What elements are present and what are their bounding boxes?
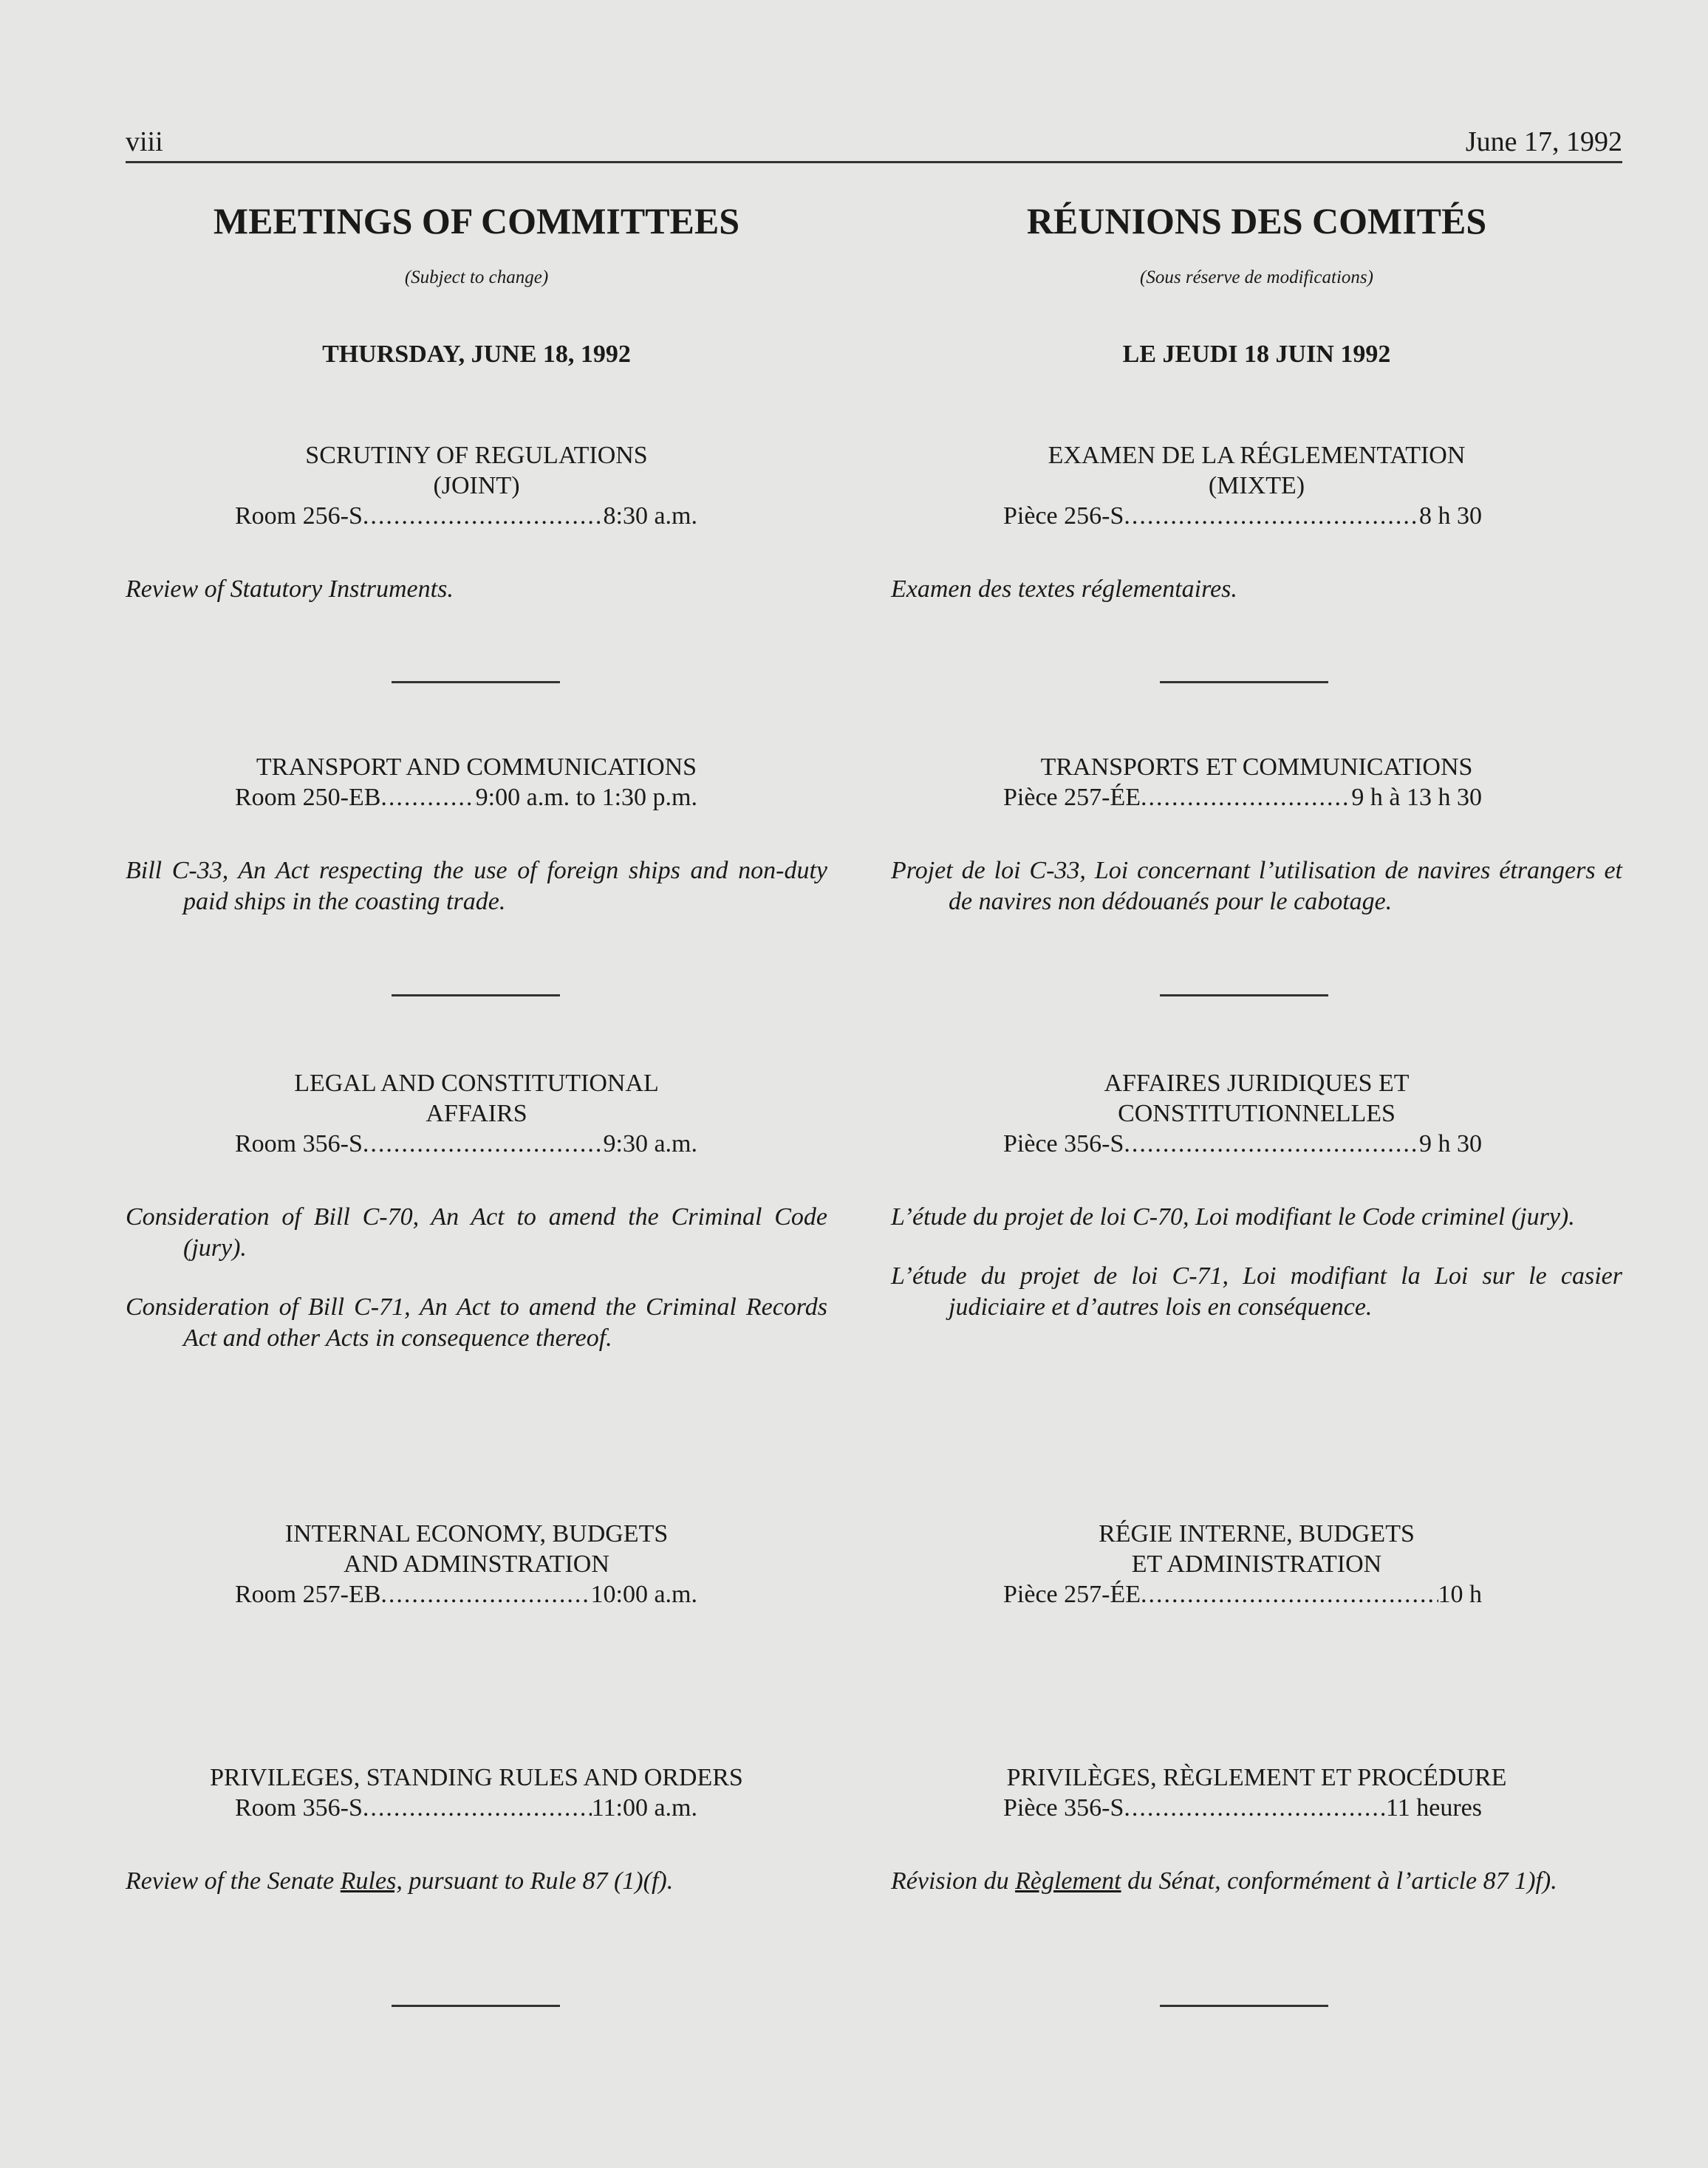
agenda-item: L’étude du projet de loi C-71, Loi modifiant la Loi sur le casier judiciaire et d’autres lois en conséquence. bbox=[891, 1262, 1622, 1321]
room: Pièce 257-ÉE bbox=[1003, 1581, 1141, 1608]
room-line bbox=[235, 1129, 697, 1159]
committee-name-line2: AFFAIRS bbox=[426, 1100, 527, 1127]
room: Room 256-S bbox=[235, 502, 363, 530]
agenda-item: Consideration of Bill C-70, An Act to amend the Criminal Code (jury). bbox=[126, 1203, 827, 1262]
room: Pièce 356-S bbox=[1003, 1130, 1124, 1157]
separator-rule bbox=[1160, 2005, 1328, 2007]
underlined-word: Règlement bbox=[1015, 1867, 1121, 1895]
english-column bbox=[126, 199, 827, 1895]
page-number: viii bbox=[126, 126, 163, 157]
meeting-affaires-juridiques bbox=[891, 1068, 1622, 1323]
meeting-privileges-rules bbox=[126, 1762, 827, 1897]
committee-name: LEGAL AND CONSTITUTIONAL bbox=[294, 1070, 659, 1097]
meeting-privileges-reglement bbox=[891, 1762, 1622, 1897]
agenda-item: Projet de loi C-33, Loi concernant l’utilisation de navires étrangers et de navires non dédouanés pour le cabotage. bbox=[891, 857, 1622, 915]
agenda-item: Bill C-33, An Act respecting the use of foreign ships and non-duty paid ships in the coasting trade. bbox=[126, 857, 827, 915]
agenda-item: Review of the Senate Rules, pursuant to Rule 87 (1)(f). bbox=[126, 1867, 674, 1895]
committee-name: INTERNAL ECONOMY, BUDGETS bbox=[284, 1520, 669, 1548]
agenda-item: Review of Statutory Instruments. bbox=[126, 575, 454, 603]
room: Pièce 256-S bbox=[1003, 502, 1124, 530]
separator-rule bbox=[1160, 681, 1328, 683]
room-line bbox=[235, 782, 697, 813]
time: 8 h 30 bbox=[1419, 502, 1482, 530]
french-date: LE JEUDI 18 JUIN 1992 bbox=[1122, 341, 1391, 368]
committee-name: TRANSPORT AND COMMUNICATIONS bbox=[256, 753, 697, 781]
room: Pièce 356-S bbox=[1003, 1794, 1124, 1822]
committee-name-line2: CONSTITUTIONNELLES bbox=[1118, 1100, 1396, 1127]
room: Room 356-S bbox=[235, 1794, 363, 1822]
meeting-legal-constitutional bbox=[126, 1068, 827, 1354]
french-title: RÉUNIONS DES COMITÉS bbox=[1026, 200, 1487, 242]
english-date: THURSDAY, JUNE 18, 1992 bbox=[322, 341, 631, 368]
room-line bbox=[235, 501, 697, 531]
english-subtitle: (Subject to change) bbox=[404, 267, 549, 287]
time: 8:30 a.m. bbox=[603, 502, 697, 530]
agenda-item: Consideration of Bill C-71, An Act to amend the Criminal Records Act and other Acts in consequence thereof. bbox=[126, 1293, 827, 1352]
agenda-item: L’étude du projet de loi C-70, Loi modifiant le Code criminel (jury). bbox=[891, 1203, 1575, 1231]
time: 9:30 a.m. bbox=[603, 1130, 697, 1157]
time: 9 h à 13 h 30 bbox=[1351, 784, 1482, 811]
room-line bbox=[1003, 501, 1482, 531]
committee-name-line2: ET ADMINISTRATION bbox=[1131, 1550, 1382, 1578]
room-line bbox=[1003, 782, 1482, 813]
committee-name: PRIVILÈGES, RÈGLEMENT ET PROCÉDURE bbox=[1006, 1764, 1507, 1791]
meeting-transport-communications bbox=[126, 752, 827, 917]
room-line bbox=[235, 1579, 697, 1610]
time: 10 h bbox=[1438, 1581, 1482, 1608]
separator-rule bbox=[392, 681, 560, 683]
room: Pièce 257-ÉE bbox=[1003, 784, 1141, 811]
room: Room 356-S bbox=[235, 1130, 363, 1157]
committee-name-line2: (JOINT) bbox=[433, 472, 520, 499]
time: 11 heures bbox=[1386, 1794, 1482, 1822]
agenda-item: Examen des textes réglementaires. bbox=[891, 575, 1237, 603]
committee-name: AFFAIRES JURIDIQUES ET bbox=[1104, 1070, 1410, 1097]
meeting-transports-communications bbox=[891, 752, 1622, 917]
time: 10:00 a.m. bbox=[590, 1581, 697, 1608]
committee-name: RÉGIE INTERNE, BUDGETS bbox=[1099, 1520, 1415, 1548]
committee-name: TRANSPORTS ET COMMUNICATIONS bbox=[1040, 753, 1473, 781]
header-rule bbox=[126, 161, 1622, 163]
room-line bbox=[235, 1793, 697, 1823]
time: 9:00 a.m. to 1:30 p.m. bbox=[475, 784, 697, 811]
meeting-regie-interne bbox=[891, 1519, 1622, 1610]
meeting-examen-reglementation bbox=[891, 440, 1622, 605]
room-line bbox=[1003, 1579, 1482, 1610]
committee-name-line2: (MIXTE) bbox=[1208, 472, 1305, 499]
room: Room 257-EB bbox=[235, 1581, 381, 1608]
page-date: June 17, 1992 bbox=[1465, 126, 1622, 157]
committee-name: SCRUTINY OF REGULATIONS bbox=[305, 442, 648, 469]
french-column bbox=[891, 199, 1622, 1895]
separator-rule bbox=[392, 2005, 560, 2007]
time: 11:00 a.m. bbox=[591, 1794, 697, 1822]
separator-rule bbox=[1160, 994, 1328, 996]
english-title: MEETINGS OF COMMITTEES bbox=[213, 200, 740, 242]
meeting-scrutiny-regulations bbox=[126, 440, 827, 605]
room-line bbox=[1003, 1129, 1482, 1159]
room-line bbox=[1003, 1793, 1482, 1823]
underlined-word: Rules, bbox=[340, 1867, 403, 1895]
separator-rule bbox=[392, 994, 560, 996]
committee-name: EXAMEN DE LA RÉGLEMENTATION bbox=[1048, 442, 1466, 469]
agenda-item: Révision du Règlement du Sénat, conformément à l’article 87 1)f). bbox=[891, 1867, 1557, 1895]
room: Room 250-EB bbox=[235, 784, 381, 811]
committee-name-line2: AND ADMINSTRATION bbox=[344, 1550, 609, 1578]
meeting-internal-economy bbox=[126, 1519, 827, 1610]
committee-name: PRIVILEGES, STANDING RULES AND ORDERS bbox=[210, 1764, 743, 1791]
time: 9 h 30 bbox=[1419, 1130, 1482, 1157]
french-subtitle: (Sous réserve de modifications) bbox=[1140, 267, 1373, 287]
